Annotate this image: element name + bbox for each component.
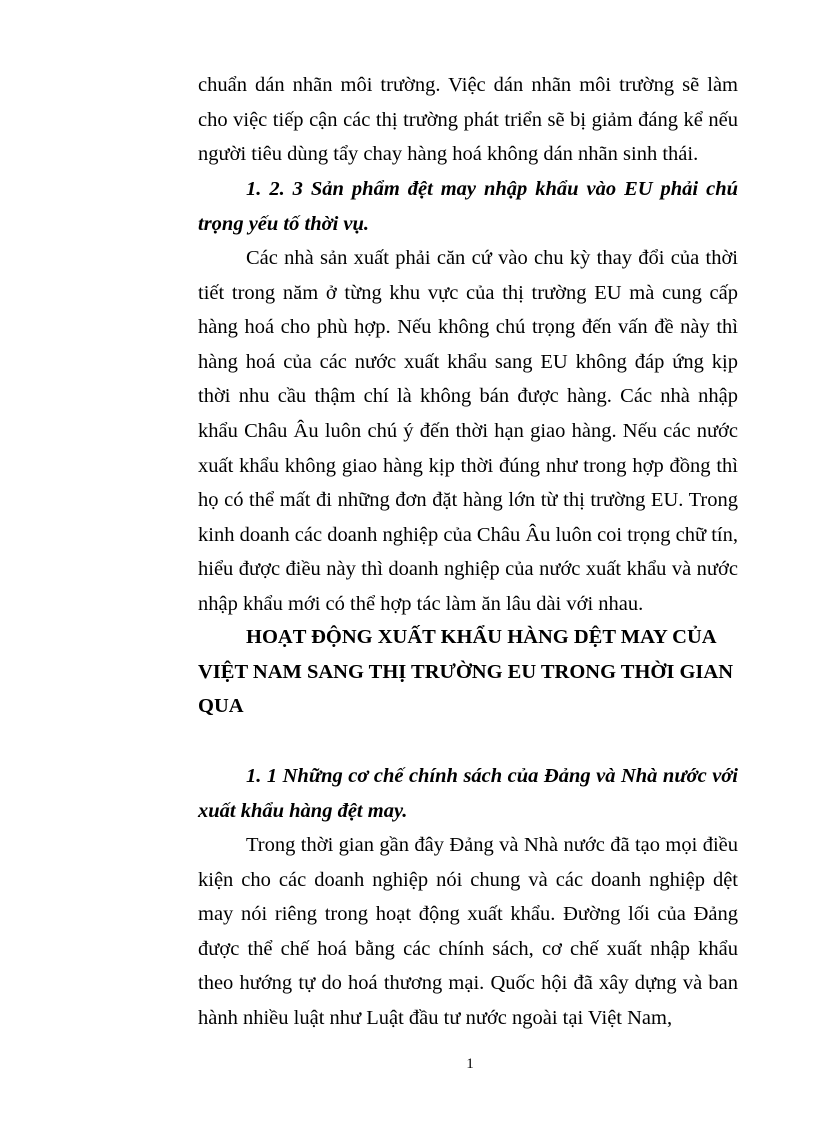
paragraph-policy-mechanisms: Trong thời gian gần đây Đảng và Nhà nước đã tạo mọi điều kiện cho các doanh nghiệp nói chung và các doanh nghiệp dệt may nói riêng trong hoạt động xuất khẩu. Đường lối của Đảng được thể chế hoá bằng các chính sách, cơ chế xuất nhập khẩu theo hướng tự do hoá thương mại. Quốc hội đã xây dựng và ban hành nhiều luật như Luật đầu tư nước ngoài tại Việt Nam, [198,834,738,1029]
heading-policy-mechanisms: 1. 1 Những cơ chế chính sách của Đảng và Nhà nước với xuất khẩu hàng đệt may. [198,765,738,822]
page-number: 1 [466,1056,474,1072]
paragraph-eco-label: chuẩn dán nhãn môi trường. Việc dán nhãn môi trường sẽ làm cho việc tiếp cận các thị trường phát triển sẽ bị giảm đáng kể nếu người tiêu dùng tẩy chay hàng hoá không dán nhãn sinh thái. [198,74,738,166]
section-heading-export-activity: HOẠT ĐỘNG XUẤT KHẨU HÀNG DỆT MAY CỦA VIỆT NAM SANG THỊ TRƯỜNG EU TRONG THỜI GIAN QUA [198,626,734,718]
paragraph-seasonality: Các nhà sản xuất phải căn cứ vào chu kỳ thay đổi của thời tiết trong năm ở từng khu vực của thị trường EU mà cung cấp hàng hoá cho phù hợp. Nếu không chú trọng đến vấn đề này thì hàng hoá của các nước xuất khẩu sang EU không đáp ứng kịp thời nhu cầu thậm chí là không bán được hàng. Các nhà nhập khẩu Châu Âu luôn chú ý đến thời hạn giao hàng. Nếu các nước xuất khẩu không giao hàng kịp thời đúng như trong hợp đồng thì họ có thể mất đi những đơn đặt hàng lớn từ thị trường EU. Trong kinh doanh các doanh nghiệp của Châu Âu luôn coi trọng chữ tín, hiểu được điều này thì doanh nghiệp của nước xuất khẩu và nước nhập khẩu mới có thể hợp tác làm ăn lâu dài với nhau. [198,247,738,615]
heading-seasonality: 1. 2. 3 Sản phẩm đệt may nhập khẩu vào EU phải chú trọng yếu tố thời vụ. [198,178,738,235]
